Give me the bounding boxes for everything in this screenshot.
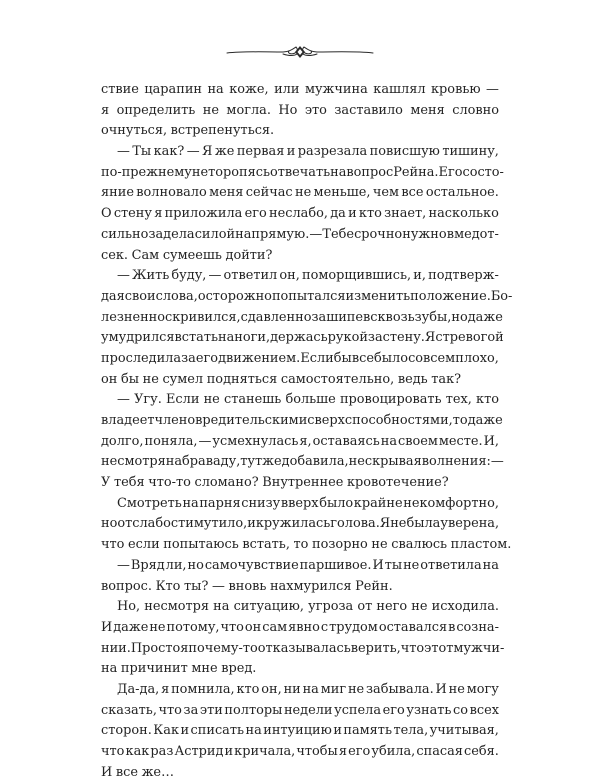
text-line: вопрос. Кто ты? — вновь нахмурился Рейн.	[101, 578, 393, 594]
text-line: дая свои слова, осторожно попытался изменить положение. Бо-	[101, 288, 513, 304]
text-line: Смотреть на парня снизу вверх было крайне некомфортно,	[117, 495, 499, 511]
text-line: сильно задела силой напрямую. — Тебе срочно нужно в медот-	[101, 226, 499, 242]
ornament-divider	[225, 40, 375, 64]
text-line: — Вряд ли, но самочувствие паршивое. И ты не ответила на	[117, 557, 499, 573]
text-line: что если попытаюсь встать, то позорно не свалюсь пластом.	[101, 537, 512, 553]
text-line: яние волновало меня сейчас не меньше, чем все остальное.	[101, 185, 499, 201]
text-line: У тебя что-то сломано? Внутреннее кровотечение?	[101, 475, 449, 491]
text-line: по-прежнему не торопясь отвечать на вопрос Рейна. Его состо-	[101, 164, 504, 180]
text-line: долго, поняла, — усмехнулась я, оставаясь на своем месте. И,	[101, 433, 499, 449]
text-line: но от слабости мутило, и кружилась голова. Я не была уверена,	[101, 516, 500, 532]
text-line: несмотря на браваду, тут же добавила, не скрывая волнения: —	[101, 454, 504, 470]
text-line: что как раз Астрид и кричала, чтобы я его убила, спасая себя.	[101, 744, 499, 759]
text-line: на причинит мне вред.	[101, 661, 257, 677]
text-line: ствие царапин на коже, или мужчина кашлял кровью —	[101, 82, 499, 97]
text-line: он бы не сумел подняться самостоятельно, ведь так?	[101, 371, 462, 387]
text-line: И все же…	[101, 764, 174, 780]
text-line: И даже не потому, что он сам явно с трудом оставался в созна-	[101, 619, 499, 635]
text-line: очнуться, встрепенуться.	[101, 123, 275, 139]
text-line: сказать, что за эти полторы недели успела его узнать со всех	[101, 702, 499, 718]
text-line: сек. Сам сумеешь дойти?	[101, 247, 273, 263]
text-line: нии. Просто я почему-то отказывалась верить, что этот мужчи-	[101, 640, 505, 656]
text-line: владеет членовредительскими сверхспособностями, то даже	[101, 413, 503, 428]
text-line: я определить не могла. Но это заставило меня словно	[101, 102, 499, 118]
text-line: лезненно скривился, сдавленно зашипев сквозь зубы, но даже	[101, 309, 503, 325]
text-line: сторон. Как и списать на интуицию и память тела, учитывая,	[101, 723, 499, 739]
body-text	[101, 80, 513, 783]
text-line: проследила за его движением. Если бы все было совсем плохо,	[101, 350, 499, 366]
text-line: умудрился встать на ноги, держась рукой за стену. Я с тревогой	[101, 330, 504, 346]
text-line: — Ты как? — Я же первая и разрезала повисшую тишину,	[117, 144, 499, 160]
text-line: Но, несмотря на ситуацию, угроза от него не исходила.	[117, 599, 499, 615]
text-line: О стену я приложила его неслабо, да и кто знает, насколько	[101, 206, 499, 222]
text-line: — Угу. Если не станешь больше провоцировать тех, кто	[117, 392, 499, 408]
text-line: Да-да, я помнила, кто он, ни на миг не забывала. И не могу	[117, 681, 499, 697]
text-line: — Жить буду, — ответил он, поморщившись, и, подтверж-	[117, 268, 499, 284]
